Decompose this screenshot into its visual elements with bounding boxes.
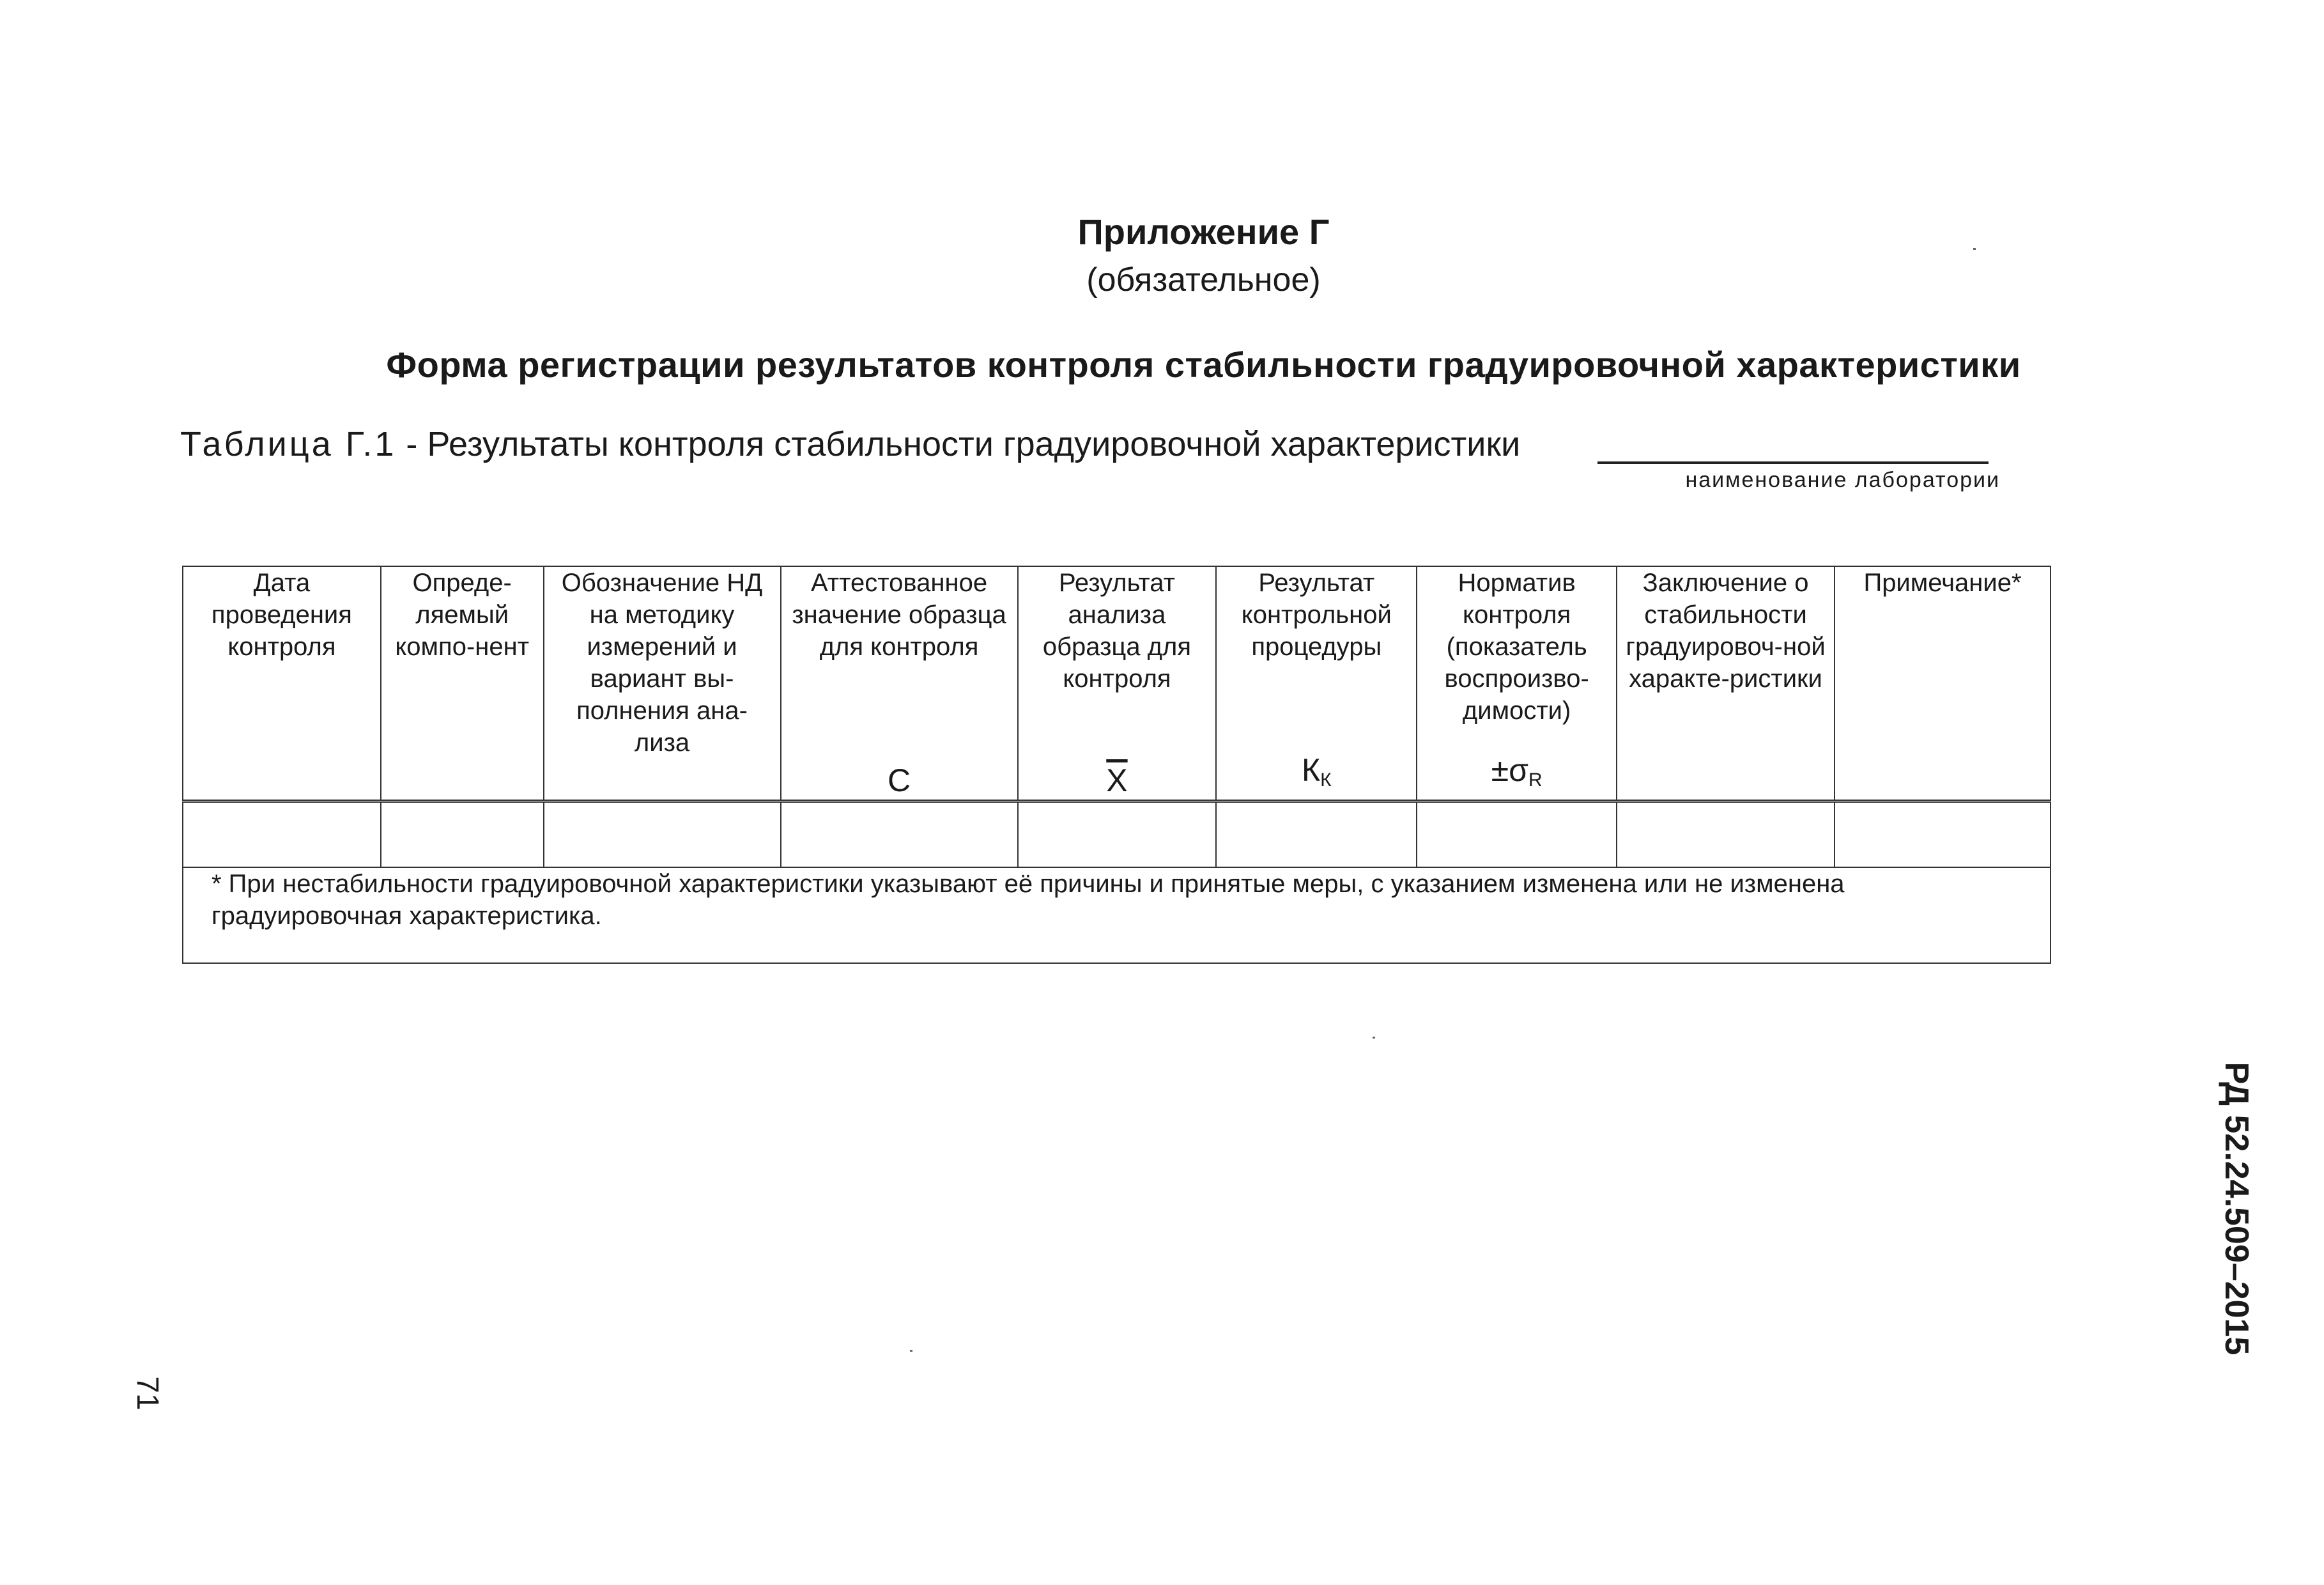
symbol-x-bar: $\overline{X}$ <box>1106 762 1128 798</box>
symbol-kk <box>1217 752 1416 798</box>
column-header-date <box>183 566 381 801</box>
appendix-status: (обязательное) <box>1086 261 1321 298</box>
table-caption-label: Таблица Г.1 <box>180 425 397 463</box>
column-header-procedure-result <box>1216 566 1417 801</box>
column-header-control-standard-label: Норматив контроля (показатель воспроизво-димости) <box>1444 569 1589 725</box>
table-cell-control-standard[interactable] <box>1417 801 1617 868</box>
symbol-sigma-r <box>1417 752 1616 798</box>
table-cell-component[interactable] <box>381 801 544 868</box>
table-footnote: * При нестабильности градуировочной характеристики указывают её причины и принятые меры, с указанием изменена или не изменена градуировочная характеристика. <box>183 867 2051 963</box>
table-cell-procedure-result[interactable] <box>1216 801 1417 868</box>
symbol-kk-main: К <box>1301 752 1321 788</box>
column-header-certified-value-label: Аттестованное значение образца для контроля <box>792 569 1006 661</box>
table-row <box>183 801 2051 868</box>
column-header-analysis-result-label: Результат анализа образца для контроля <box>1042 569 1192 693</box>
column-header-procedure-result-label: Результат контрольной процедуры <box>1241 569 1392 661</box>
column-header-certified-value <box>781 566 1018 801</box>
lab-name-hint: наименование лаборатории <box>1685 468 2000 492</box>
table-cell-date[interactable] <box>183 801 381 868</box>
footnote-row <box>183 867 2051 963</box>
appendix-title: Приложение Г <box>1077 212 1330 252</box>
column-header-date-label: Дата проведения контроля <box>211 569 352 661</box>
column-header-note-label: Примечание* <box>1863 569 2022 597</box>
symbol-sigma-main: ±σ <box>1491 752 1528 788</box>
table-cell-conclusion[interactable] <box>1617 801 1835 868</box>
column-header-method <box>544 566 781 801</box>
table-cell-method[interactable] <box>544 801 781 868</box>
column-header-conclusion <box>1617 566 1835 801</box>
table-cell-note[interactable] <box>1835 801 2051 868</box>
results-table <box>182 566 2051 964</box>
table-cell-certified-value[interactable] <box>781 801 1018 868</box>
table-caption-text: - Результаты контроля стабильности градуировочной характеристики <box>396 425 1521 463</box>
column-header-analysis-result <box>1018 566 1217 801</box>
symbol-c: C <box>887 762 911 798</box>
lab-name-line <box>1597 461 1989 464</box>
column-header-control-standard <box>1417 566 1617 801</box>
table-header-row <box>183 566 2051 801</box>
scan-speck <box>1373 1037 1375 1039</box>
scan-speck <box>1973 248 1976 250</box>
column-header-method-label: Обозначение НД на методику измерений и вариант вы-полнения ана-лиза <box>561 569 763 757</box>
form-title: Форма регистрации результатов контроля стабильности градуировочной характеристики <box>386 344 2021 385</box>
table-caption <box>180 424 1520 464</box>
table-cell-analysis-result[interactable] <box>1018 801 1217 868</box>
scan-speck <box>910 1350 912 1352</box>
symbol-sigma-sub: R <box>1528 769 1543 791</box>
column-header-component <box>381 566 544 801</box>
column-header-conclusion-label: Заключение о стабильности градуировоч-ной характе-ристики <box>1626 569 1826 693</box>
column-header-note <box>1835 566 2051 801</box>
page-number: 71 <box>130 1376 164 1411</box>
column-header-component-label: Опреде-ляемый компо-нент <box>395 569 530 661</box>
document-code: РД 52.24.509–2015 <box>2218 1062 2255 1356</box>
symbol-kk-sub: К <box>1320 769 1332 791</box>
